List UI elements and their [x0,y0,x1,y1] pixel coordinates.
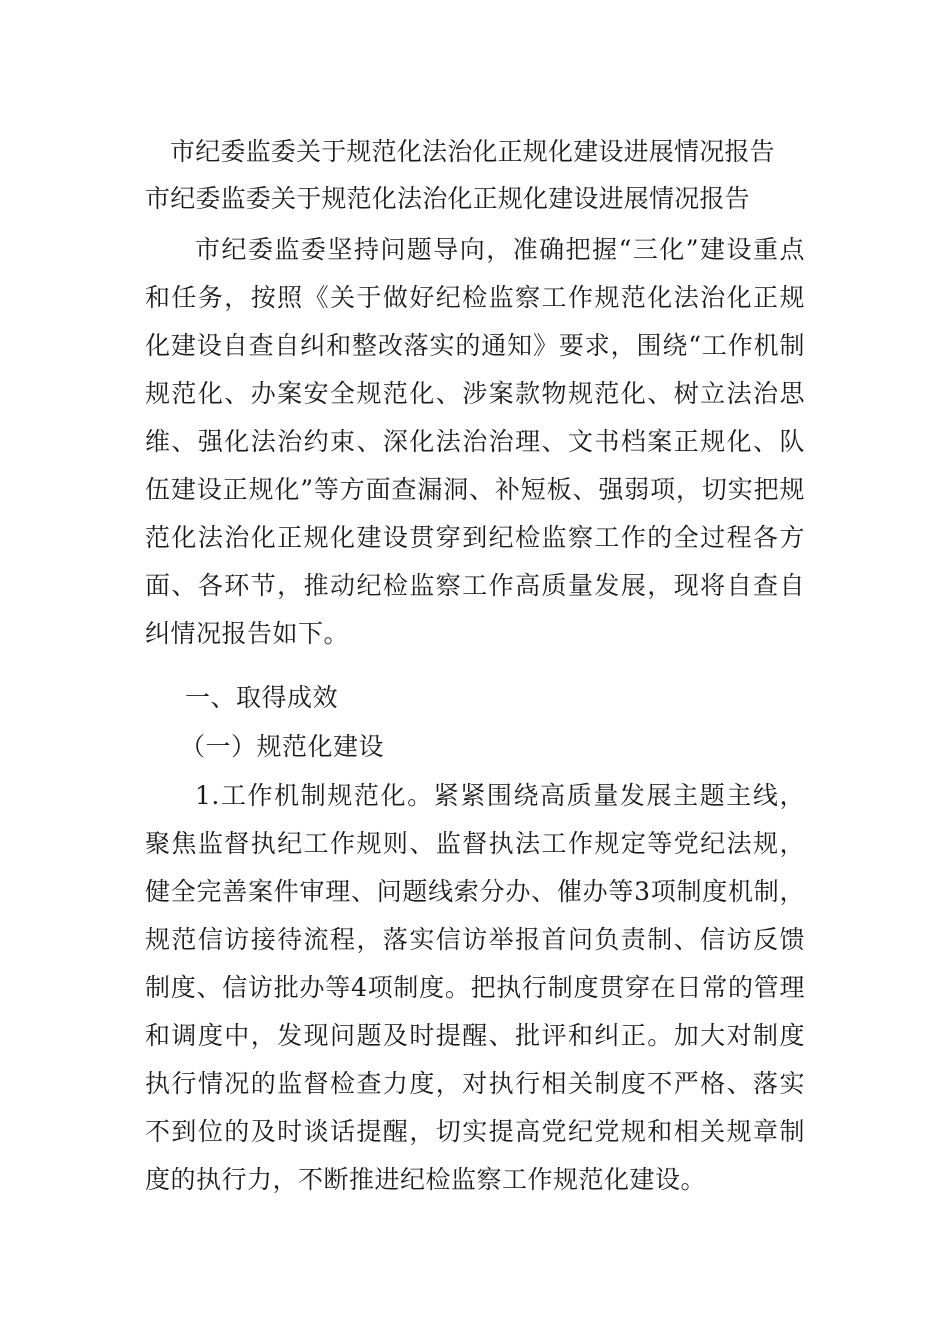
document-title-line-2: 市纪委监委关于规范化法治化正规化建设进展情况报告 [145,184,750,213]
intro-paragraph: 市纪委监委坚持问题导向，准确把握“三化”建设重点和任务，按照《关于做好纪检监察工作规范化法治化正规化建设自查自纠和整改落实的通知》要求，围绕“工作机制规范化、办案安全规范化、涉案款物规范化、树立法治思维、强化法治约束、深化法治治理、文书档案正规化、队伍建设正规化”等方面查漏洞、补短板、强弱项，切实把规范化法治化正规化建设贯穿到纪检监察工作的全过程各方面、各环节，推动纪检监察工作高质量发展，现将自查自纠情况报告如下。 [145,235,805,648]
body-paragraph: 1.工作机制规范化。紧紧围绕高质量发展主题主线，聚焦监督执纪工作规则、监督执法工作规定等党纪法规，健全完善案件审理、问题线索分办、催办等3项制度机制，规范信访接待流程，落实信访举报首问负责制、信访反馈制度、信访批办等4项制度。把执行制度贯穿在日常的管理和调度中，发现问题及时提醒、批评和纠正。加大对制度执行情况的监督检查力度，对执行相关制度不严格、落实不到位的及时谈话提醒，切实提高党纪党规和相关规章制度的执行力，不断推进纪检监察工作规范化建设。 [145,781,805,1194]
document-title-line-1: 市纪委监委关于规范化法治化正规化建设进展情况报告 [170,137,775,166]
subsection-heading: （一）规范化建设 [180,732,385,761]
section-heading: 一、取得成效 [185,683,339,712]
